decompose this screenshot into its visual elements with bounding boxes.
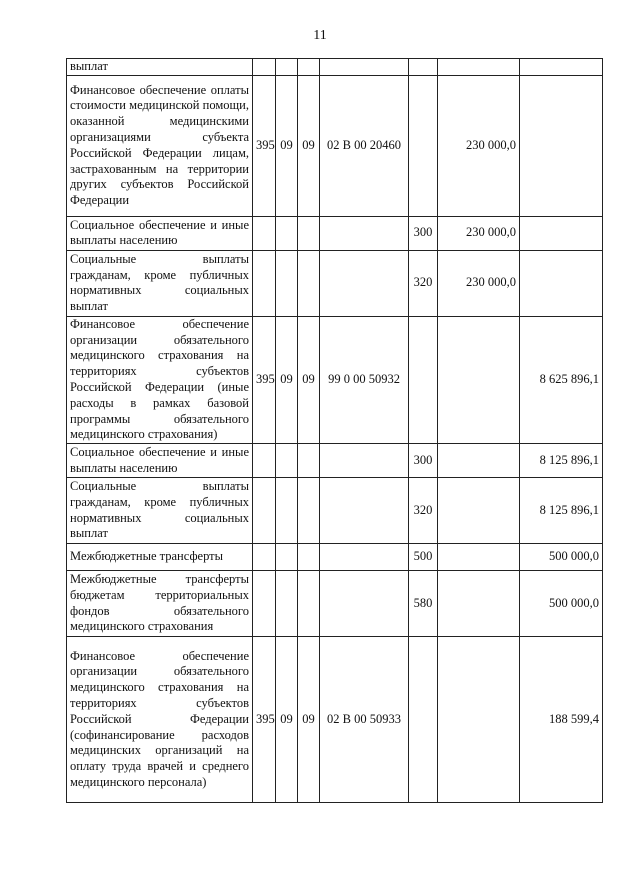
expense-type [409,75,438,216]
amount-col-1 [438,637,520,803]
expense-type: 320 [409,250,438,316]
subsection-code [298,250,320,316]
amount-col-2: 500 000,0 [520,571,603,637]
expense-type: 320 [409,478,438,544]
table-row [67,544,603,571]
row-name: Финансовое обеспечение организации обязательного медицинского страхования на территориях субъектов Российской Федерации (софинансирование расходов медицинских организаций на оплату труда врачей и среднего медицинского персонала) [67,637,253,803]
amount-col-2 [520,250,603,316]
amount-col-1: 230 000,0 [438,250,520,316]
expense-type: 500 [409,544,438,571]
row-name: выплат [67,59,253,76]
row-name: Финансовое обеспечение оплаты стоимости медицинской помощи, оказанной медицинскими организациями субъекта Российской Федерации лицам, застрахованным на территории других субъектов Российской Федерации [67,75,253,216]
amount-col-2 [520,59,603,76]
row-name: Социальные выплаты гражданам, кроме публичных нормативных социальных выплат [67,250,253,316]
table-row [67,75,603,216]
ministry-code: 395 [253,637,276,803]
section-code: 09 [276,316,298,443]
target-article: 02 В 00 20460 [320,75,409,216]
amount-col-1: 230 000,0 [438,216,520,250]
amount-col-1 [438,571,520,637]
section-code: 09 [276,75,298,216]
table-row [67,216,603,250]
subsection-code [298,216,320,250]
subsection-code [298,59,320,76]
section-code [276,59,298,76]
subsection-code: 09 [298,316,320,443]
ministry-code: 395 [253,316,276,443]
target-article [320,216,409,250]
budget-table [66,58,603,803]
amount-col-1 [438,478,520,544]
expense-type: 580 [409,571,438,637]
target-article [320,59,409,76]
subsection-code [298,571,320,637]
target-article [320,250,409,316]
row-name: Межбюджетные трансферты [67,544,253,571]
ministry-code [253,544,276,571]
subsection-code: 09 [298,637,320,803]
table-row [67,316,603,443]
row-name: Межбюджетные трансферты бюджетам территориальных фондов обязательного медицинского страхования [67,571,253,637]
table-row [67,250,603,316]
target-article [320,544,409,571]
target-article [320,444,409,478]
page-number: 11 [313,28,327,43]
expense-type: 300 [409,216,438,250]
expense-type: 300 [409,444,438,478]
ministry-code [253,59,276,76]
section-code [276,478,298,544]
section-code [276,444,298,478]
amount-col-1 [438,59,520,76]
expense-type [409,316,438,443]
table-row [67,478,603,544]
ministry-code: 395 [253,75,276,216]
amount-col-1 [438,544,520,571]
target-article [320,478,409,544]
ministry-code [253,250,276,316]
section-code [276,216,298,250]
table-row [67,59,603,76]
amount-col-1 [438,444,520,478]
section-code [276,571,298,637]
ministry-code [253,216,276,250]
expense-type [409,59,438,76]
row-name: Социальное обеспечение и иные выплаты населению [67,444,253,478]
subsection-code: 09 [298,75,320,216]
table-row [67,637,603,803]
amount-col-2: 8 125 896,1 [520,444,603,478]
section-code [276,544,298,571]
expense-type [409,637,438,803]
amount-col-2: 8 125 896,1 [520,478,603,544]
section-code [276,250,298,316]
subsection-code [298,478,320,544]
amount-col-1: 230 000,0 [438,75,520,216]
amount-col-2: 8 625 896,1 [520,316,603,443]
ministry-code [253,444,276,478]
table-row [67,571,603,637]
amount-col-2 [520,216,603,250]
row-name: Социальные выплаты гражданам, кроме публичных нормативных социальных выплат [67,478,253,544]
amount-col-2: 500 000,0 [520,544,603,571]
table-row [67,444,603,478]
subsection-code [298,544,320,571]
row-name: Социальное обеспечение и иные выплаты населению [67,216,253,250]
target-article [320,571,409,637]
amount-col-1 [438,316,520,443]
ministry-code [253,478,276,544]
amount-col-2 [520,75,603,216]
amount-col-2: 188 599,4 [520,637,603,803]
subsection-code [298,444,320,478]
row-name: Финансовое обеспечение организации обязательного медицинского страхования на территориях субъектов Российской Федерации (иные расходы в рамках базовой программы обязательного медицинского страхования) [67,316,253,443]
ministry-code [253,571,276,637]
target-article: 99 0 00 50932 [320,316,409,443]
target-article: 02 В 00 50933 [320,637,409,803]
section-code: 09 [276,637,298,803]
